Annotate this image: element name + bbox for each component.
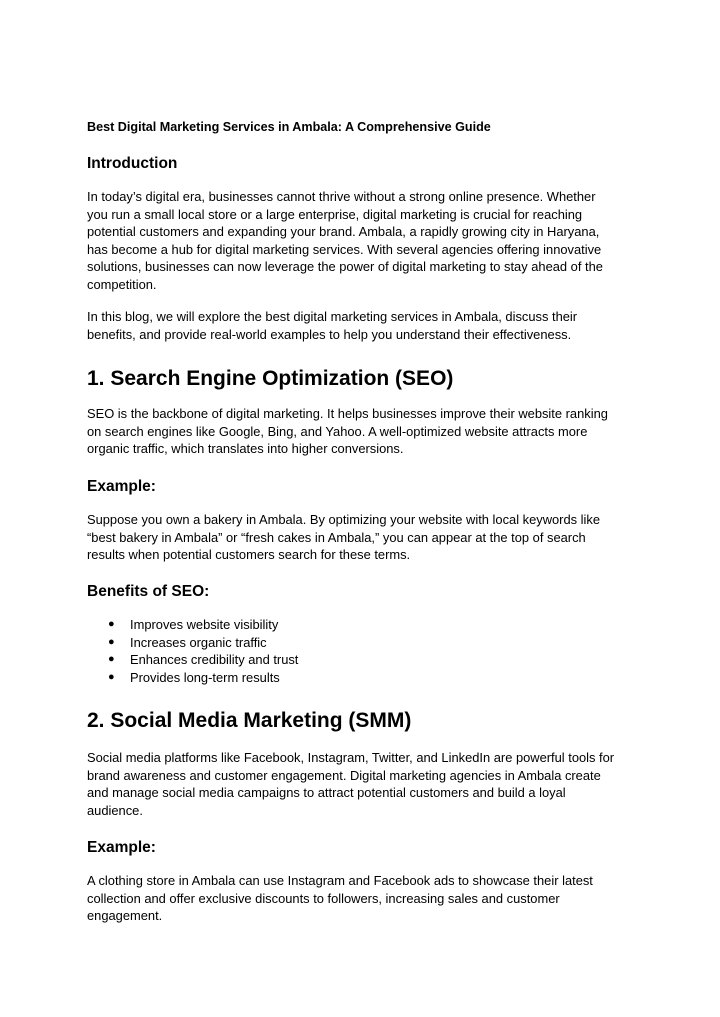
introduction-paragraph-2 bbox=[87, 308, 643, 343]
text-line: A clothing store in Ambala can use Instagram and Facebook ads to showcase their latest bbox=[87, 873, 593, 888]
text-line: collection and offer exclusive discounts to followers, increasing sales and customer bbox=[87, 890, 560, 906]
list-item bbox=[87, 616, 298, 634]
text-line: benefits, and provide real-world examples to help you understand their effectiveness. bbox=[87, 326, 572, 342]
smm-example-heading: Example: bbox=[87, 839, 156, 856]
text-line: has become a hub for digital marketing services. With several agencies offering innovative bbox=[87, 241, 602, 257]
text-line: competition. bbox=[87, 276, 157, 292]
seo-benefits-list bbox=[87, 616, 298, 686]
text-line: “best bakery in Ambala” or “fresh cakes in Ambala,” you can appear at the top of search bbox=[87, 529, 586, 545]
introduction-paragraph-1 bbox=[87, 188, 643, 294]
seo-benefits-heading: Benefits of SEO: bbox=[87, 583, 210, 600]
text-line: you run a small local store or a large enterprise, digital marketing is crucial for reaching bbox=[87, 206, 583, 222]
text-line: Social media platforms like Facebook, Instagram, Twitter, and LinkedIn are powerful tools for bbox=[87, 750, 615, 765]
seo-example-heading: Example: bbox=[87, 478, 156, 495]
text-line: engagement. bbox=[87, 908, 163, 924]
list-item-text: Provides long-term results bbox=[130, 669, 280, 685]
text-line: and manage social media campaigns to attract potential customers and build a loyal bbox=[87, 785, 566, 801]
document-title: Best Digital Marketing Services in Ambala: A Comprehensive Guide bbox=[87, 120, 491, 134]
list-item-text: Enhances credibility and trust bbox=[130, 652, 299, 668]
text-line: audience. bbox=[87, 802, 143, 818]
seo-paragraph bbox=[87, 405, 643, 458]
text-line: In this blog, we will explore the best digital marketing services in Ambala, discuss their bbox=[87, 309, 578, 324]
smm-heading: 2. Social Media Marketing (SMM) bbox=[87, 709, 412, 732]
smm-example-paragraph bbox=[87, 872, 643, 925]
bullet-icon: ● bbox=[108, 635, 115, 648]
list-item bbox=[87, 669, 298, 687]
list-item bbox=[87, 634, 298, 652]
list-item-text: Increases organic traffic bbox=[130, 634, 267, 650]
text-line: organic traffic, which translates into higher conversions. bbox=[87, 441, 404, 457]
text-line: brand awareness and customer engagement. Digital marketing agencies in Ambala create bbox=[87, 767, 601, 783]
seo-heading: 1. Search Engine Optimization (SEO) bbox=[87, 367, 454, 390]
list-item bbox=[87, 651, 298, 669]
text-line: potential customers and expanding your brand. Ambala, a rapidly growing city in Haryana, bbox=[87, 224, 600, 240]
bullet-icon: ● bbox=[108, 670, 115, 683]
text-line: results when potential customers search for these terms. bbox=[87, 547, 411, 563]
text-line: on search engines like Google, Bing, and Yahoo. A well-optimized website attracts more bbox=[87, 423, 588, 439]
smm-paragraph bbox=[87, 749, 643, 819]
text-line: solutions, businesses can now leverage the power of digital marketing to stay ahead of the bbox=[87, 259, 603, 275]
text-line: In today’s digital era, businesses cannot thrive without a strong online presence. Whether bbox=[87, 189, 596, 204]
bullet-icon: ● bbox=[108, 618, 115, 630]
seo-example-paragraph bbox=[87, 511, 643, 564]
text-line: Suppose you own a bakery in Ambala. By optimizing your website with local keywords like bbox=[87, 512, 601, 527]
bullet-icon: ● bbox=[108, 653, 115, 666]
text-line: SEO is the backbone of digital marketing. It helps businesses improve their website ranking bbox=[87, 406, 608, 421]
introduction-heading: Introduction bbox=[87, 155, 178, 172]
list-item-text: Improves website visibility bbox=[130, 617, 279, 632]
